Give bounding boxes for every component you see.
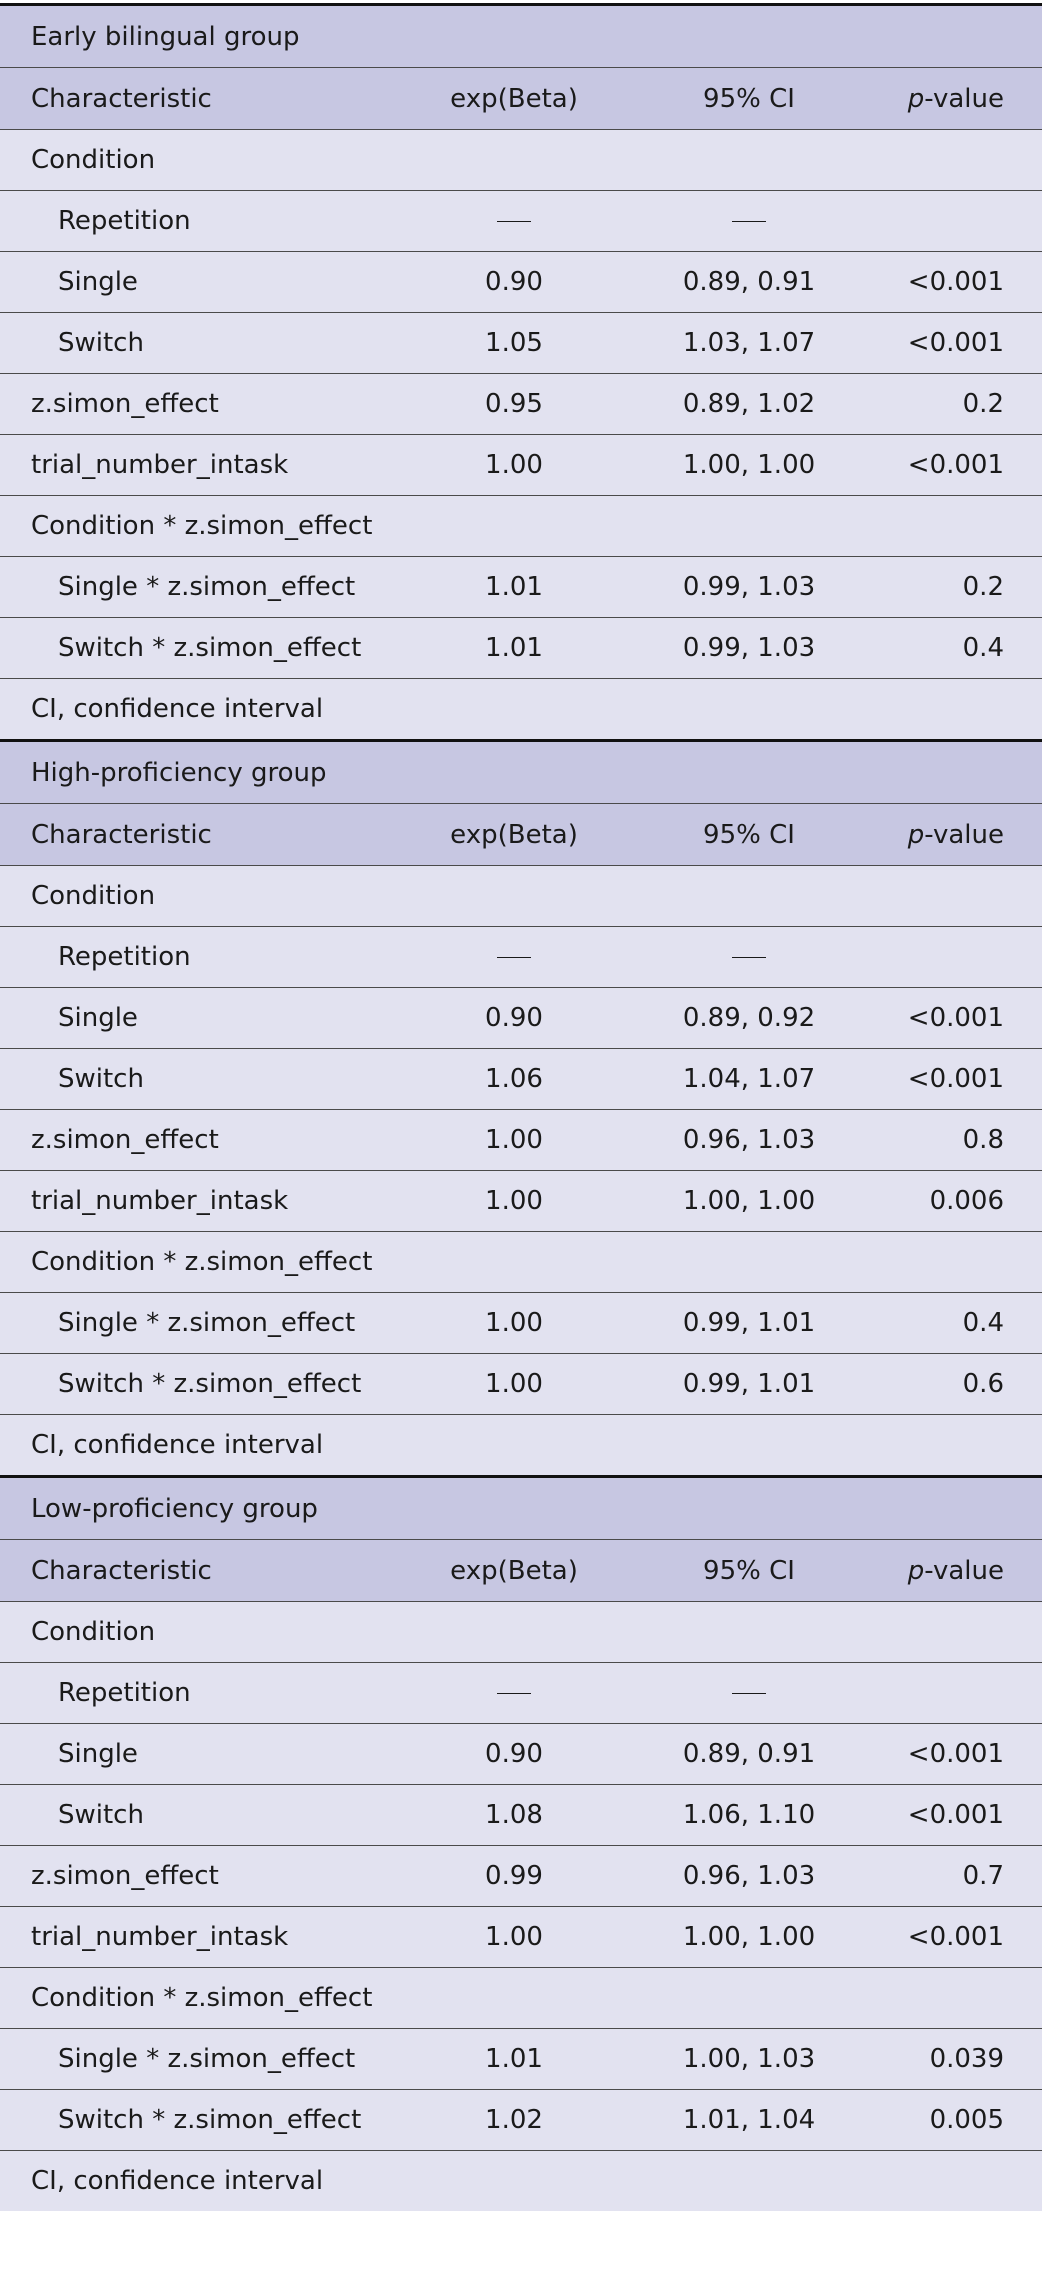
row-label: z.simon_effect <box>31 1125 219 1155</box>
group-table <box>0 3 1042 739</box>
reference-dash <box>600 206 840 236</box>
header-p-value <box>840 1556 1042 1586</box>
row-label: z.simon_effect <box>31 389 219 419</box>
reference-dash <box>600 942 840 972</box>
column-header-row <box>0 68 1042 130</box>
exp-beta-value: 1.00 <box>485 1308 543 1338</box>
header-p-italic: p <box>907 819 925 850</box>
table-row <box>0 1602 1042 1663</box>
row-label: Single <box>58 1739 138 1769</box>
ci-value: 1.06, 1.10 <box>682 1800 816 1830</box>
p-value: <0.001 <box>907 450 1004 480</box>
row-label: Condition <box>31 881 156 911</box>
p-value: <0.001 <box>907 1800 1004 1830</box>
ci-value: 1.00, 1.00 <box>682 1922 816 1952</box>
ci-value: 1.00, 1.03 <box>682 2044 816 2074</box>
dash-mark <box>732 957 766 958</box>
row-label: Single * z.simon_effect <box>58 572 356 602</box>
header-ci: 95% CI <box>703 819 795 850</box>
group-table <box>0 739 1042 1475</box>
p-value: <0.001 <box>907 1003 1004 1033</box>
exp-beta-value: 0.95 <box>485 389 543 419</box>
p-value: <0.001 <box>907 1739 1004 1769</box>
table-row <box>0 927 1042 988</box>
row-label: trial_number_intask <box>31 1186 289 1216</box>
footnote-row <box>0 679 1042 739</box>
exp-beta-value: 1.01 <box>485 633 543 663</box>
header-exp-beta: exp(Beta) <box>450 1555 578 1586</box>
dash-mark <box>732 221 766 222</box>
column-header-row <box>0 804 1042 866</box>
dash-mark <box>497 221 531 222</box>
table-row <box>0 2090 1042 2151</box>
table-row <box>0 435 1042 496</box>
exp-beta-value: 1.01 <box>485 572 543 602</box>
row-label: Repetition <box>58 1678 191 1708</box>
header-ci: 95% CI <box>703 1555 795 1586</box>
group-title: High-proficiency group <box>31 757 327 788</box>
header-p-value <box>840 84 1042 114</box>
table-row <box>0 130 1042 191</box>
row-label: Switch <box>58 1800 144 1830</box>
exp-beta-value: 1.00 <box>485 1369 543 1399</box>
row-label: Repetition <box>58 942 191 972</box>
table-row <box>0 1110 1042 1171</box>
ci-value: 1.01, 1.04 <box>682 2105 816 2135</box>
p-value: 0.6 <box>962 1369 1004 1399</box>
p-value: 0.2 <box>962 572 1004 602</box>
p-value: <0.001 <box>907 267 1004 297</box>
row-label: trial_number_intask <box>31 1922 289 1952</box>
dash-mark <box>497 1693 531 1694</box>
exp-beta-value: 1.00 <box>485 450 543 480</box>
group-title-row <box>0 742 1042 804</box>
group-table <box>0 1475 1042 2211</box>
p-value: 0.005 <box>929 2105 1004 2135</box>
table-row <box>0 866 1042 927</box>
row-label: Switch * z.simon_effect <box>58 633 362 663</box>
footnote: CI, confidence interval <box>31 694 324 724</box>
table-row <box>0 1785 1042 1846</box>
ci-value: 0.89, 0.91 <box>682 1739 816 1769</box>
p-value: 0.4 <box>962 633 1004 663</box>
column-header-row <box>0 1540 1042 1602</box>
p-value: 0.7 <box>962 1861 1004 1891</box>
table-row <box>0 1968 1042 2029</box>
exp-beta-value: 0.99 <box>485 1861 543 1891</box>
ci-value: 1.04, 1.07 <box>682 1064 816 1094</box>
exp-beta-value: 1.00 <box>485 1186 543 1216</box>
exp-beta-value: 1.06 <box>485 1064 543 1094</box>
header-p-italic: p <box>907 83 925 114</box>
row-label: Condition * z.simon_effect <box>31 511 373 541</box>
row-label: Single * z.simon_effect <box>58 2044 356 2074</box>
group-title-row <box>0 6 1042 68</box>
ci-value: 0.96, 1.03 <box>682 1861 816 1891</box>
ci-value: 0.89, 0.91 <box>682 267 816 297</box>
ci-value: 1.00, 1.00 <box>682 1186 816 1216</box>
row-label: Switch * z.simon_effect <box>58 2105 362 2135</box>
ci-value: 1.03, 1.07 <box>682 328 816 358</box>
ci-value: 0.99, 1.03 <box>682 572 816 602</box>
table-row <box>0 2029 1042 2090</box>
header-characteristic: Characteristic <box>31 819 212 850</box>
exp-beta-value: 1.05 <box>485 328 543 358</box>
row-label: Switch * z.simon_effect <box>58 1369 362 1399</box>
p-value: <0.001 <box>907 1922 1004 1952</box>
row-label: Switch <box>58 1064 144 1094</box>
p-value: 0.2 <box>962 389 1004 419</box>
reference-dash <box>600 1678 840 1708</box>
ci-value: 0.99, 1.01 <box>682 1308 816 1338</box>
table-row <box>0 252 1042 313</box>
row-label: Single * z.simon_effect <box>58 1308 356 1338</box>
footnote: CI, confidence interval <box>31 1430 324 1460</box>
ci-value: 0.99, 1.01 <box>682 1369 816 1399</box>
p-value: 0.006 <box>929 1186 1004 1216</box>
ci-value: 0.89, 1.02 <box>682 389 816 419</box>
table-row <box>0 988 1042 1049</box>
row-label: Switch <box>58 328 144 358</box>
table-row <box>0 374 1042 435</box>
row-label: Single <box>58 1003 138 1033</box>
group-title: Early bilingual group <box>31 21 300 52</box>
dash-mark <box>732 1693 766 1694</box>
header-ci: 95% CI <box>703 83 795 114</box>
ci-value: 0.99, 1.03 <box>682 633 816 663</box>
exp-beta-value: 0.90 <box>485 267 543 297</box>
dash-mark <box>497 957 531 958</box>
table-row <box>0 496 1042 557</box>
p-value: 0.4 <box>962 1308 1004 1338</box>
table-row <box>0 1171 1042 1232</box>
group-title: Low-proficiency group <box>31 1493 318 1524</box>
header-p-suffix: -value <box>924 819 1004 850</box>
ci-value: 1.00, 1.00 <box>682 450 816 480</box>
table-row <box>0 1724 1042 1785</box>
row-label: z.simon_effect <box>31 1861 219 1891</box>
table-row <box>0 618 1042 679</box>
table-row <box>0 313 1042 374</box>
group-title-row <box>0 1478 1042 1540</box>
row-label: Condition * z.simon_effect <box>31 1247 373 1277</box>
table-row <box>0 191 1042 252</box>
ci-value: 0.89, 0.92 <box>682 1003 816 1033</box>
table-row <box>0 1907 1042 1968</box>
header-p-italic: p <box>907 1555 925 1586</box>
reference-dash <box>420 206 600 236</box>
row-label: Condition * z.simon_effect <box>31 1983 373 2013</box>
exp-beta-value: 0.90 <box>485 1739 543 1769</box>
row-label: Condition <box>31 145 156 175</box>
footnote-row <box>0 2151 1042 2211</box>
header-p-suffix: -value <box>924 83 1004 114</box>
exp-beta-value: 1.02 <box>485 2105 543 2135</box>
table-row <box>0 557 1042 618</box>
exp-beta-value: 1.00 <box>485 1125 543 1155</box>
p-value: 0.8 <box>962 1125 1004 1155</box>
header-p-suffix: -value <box>924 1555 1004 1586</box>
table-row <box>0 1354 1042 1415</box>
row-label: trial_number_intask <box>31 450 289 480</box>
table-row <box>0 1049 1042 1110</box>
header-characteristic: Characteristic <box>31 83 212 114</box>
table-row <box>0 1846 1042 1907</box>
reference-dash <box>420 1678 600 1708</box>
ci-value: 0.96, 1.03 <box>682 1125 816 1155</box>
p-value: 0.039 <box>929 2044 1004 2074</box>
row-label: Repetition <box>58 206 191 236</box>
exp-beta-value: 1.01 <box>485 2044 543 2074</box>
table-row <box>0 1663 1042 1724</box>
footnote: CI, confidence interval <box>31 2166 324 2196</box>
exp-beta-value: 0.90 <box>485 1003 543 1033</box>
footnote-row <box>0 1415 1042 1475</box>
table-row <box>0 1293 1042 1354</box>
row-label: Condition <box>31 1617 156 1647</box>
header-exp-beta: exp(Beta) <box>450 819 578 850</box>
table-row <box>0 1232 1042 1293</box>
header-exp-beta: exp(Beta) <box>450 83 578 114</box>
header-p-value <box>840 820 1042 850</box>
exp-beta-value: 1.08 <box>485 1800 543 1830</box>
exp-beta-value: 1.00 <box>485 1922 543 1952</box>
row-label: Single <box>58 267 138 297</box>
p-value: <0.001 <box>907 328 1004 358</box>
p-value: <0.001 <box>907 1064 1004 1094</box>
header-characteristic: Characteristic <box>31 1555 212 1586</box>
reference-dash <box>420 942 600 972</box>
